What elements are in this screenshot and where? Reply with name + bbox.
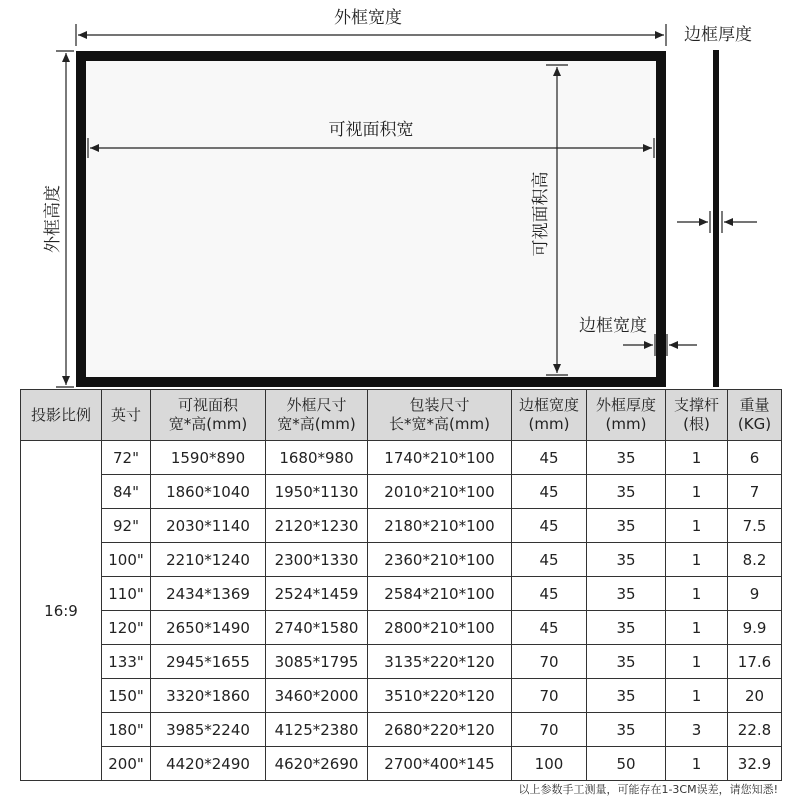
cell-poles: 1 <box>666 645 728 679</box>
outer-width-dimension <box>76 7 666 46</box>
cell-weight: 32.9 <box>728 747 782 781</box>
column-header-line1: 重量 <box>739 396 770 414</box>
cell-weight: 22.8 <box>728 713 782 747</box>
cell-outer: 2740*1580 <box>266 611 368 645</box>
cell-inch: 120" <box>102 611 151 645</box>
cell-pack: 2360*210*100 <box>368 543 512 577</box>
cell-thick: 35 <box>587 611 666 645</box>
column-header-line1: 外框厚度 <box>595 396 656 414</box>
cell-inch: 72" <box>102 441 151 475</box>
column-header-line1: 边框宽度 <box>518 396 579 414</box>
cell-outer: 3460*2000 <box>266 679 368 713</box>
cell-view: 1590*890 <box>151 441 266 475</box>
cell-outer: 1950*1130 <box>266 475 368 509</box>
column-header <box>266 390 368 441</box>
cell-border: 45 <box>512 509 587 543</box>
column-header <box>512 390 587 441</box>
screen-dimension-diagram <box>0 0 800 390</box>
column-header <box>587 390 666 441</box>
view-height-label: 可视面积高 <box>531 171 551 257</box>
cell-inch: 110" <box>102 577 151 611</box>
cell-pack: 3510*220*120 <box>368 679 512 713</box>
cell-border: 45 <box>512 611 587 645</box>
column-header-line2: 长*宽*高(mm) <box>389 415 490 433</box>
column-header <box>102 390 151 441</box>
column-header-line1: 英寸 <box>110 405 141 424</box>
spec-table-body <box>21 441 782 781</box>
column-header <box>368 390 512 441</box>
cell-poles: 1 <box>666 747 728 781</box>
column-header <box>151 390 266 441</box>
cell-inch: 133" <box>102 645 151 679</box>
frame-side-profile <box>677 24 757 387</box>
column-header <box>728 390 782 441</box>
aspect-ratio-cell: 16:9 <box>21 441 102 781</box>
outer-height-dimension <box>42 51 74 387</box>
column-header-line1: 包装尺寸 <box>409 396 470 414</box>
cell-weight: 8.2 <box>728 543 782 577</box>
cell-border: 100 <box>512 747 587 781</box>
outer-height-label: 外框高度 <box>43 185 63 253</box>
table-row <box>21 713 782 747</box>
spec-table-header <box>21 390 782 441</box>
cell-view: 2434*1369 <box>151 577 266 611</box>
cell-weight: 7 <box>728 475 782 509</box>
cell-pack: 2584*210*100 <box>368 577 512 611</box>
cell-border: 45 <box>512 543 587 577</box>
cell-thick: 35 <box>587 441 666 475</box>
cell-view: 2030*1140 <box>151 509 266 543</box>
view-width-label: 可视面积宽 <box>328 120 414 140</box>
table-row <box>21 611 782 645</box>
cell-outer: 2300*1330 <box>266 543 368 577</box>
cell-poles: 1 <box>666 441 728 475</box>
cell-thick: 35 <box>587 509 666 543</box>
cell-weight: 6 <box>728 441 782 475</box>
cell-inch: 150" <box>102 679 151 713</box>
cell-border: 70 <box>512 645 587 679</box>
cell-view: 1860*1040 <box>151 475 266 509</box>
outer-width-label: 外框宽度 <box>334 8 402 28</box>
table-row <box>21 747 782 781</box>
screen-frame <box>81 56 661 382</box>
cell-view: 2945*1655 <box>151 645 266 679</box>
column-header-line2: (根) <box>683 415 710 433</box>
column-header-line2: (mm) <box>528 415 570 433</box>
cell-outer: 3085*1795 <box>266 645 368 679</box>
cell-inch: 100" <box>102 543 151 577</box>
cell-border: 45 <box>512 441 587 475</box>
table-row <box>21 475 782 509</box>
table-row <box>21 543 782 577</box>
cell-thick: 35 <box>587 679 666 713</box>
cell-inch: 180" <box>102 713 151 747</box>
cell-pack: 2680*220*120 <box>368 713 512 747</box>
cell-view: 2210*1240 <box>151 543 266 577</box>
cell-thick: 35 <box>587 645 666 679</box>
cell-thick: 50 <box>587 747 666 781</box>
column-header-line2: 宽*高(mm) <box>277 415 356 433</box>
cell-poles: 1 <box>666 679 728 713</box>
cell-inch: 200" <box>102 747 151 781</box>
cell-outer: 2120*1230 <box>266 509 368 543</box>
column-header-line1: 支撑杆 <box>673 396 719 414</box>
table-row <box>21 441 782 475</box>
cell-border: 70 <box>512 713 587 747</box>
cell-outer: 1680*980 <box>266 441 368 475</box>
frame-side-bar <box>713 50 719 387</box>
cell-weight: 7.5 <box>728 509 782 543</box>
cell-outer: 4125*2380 <box>266 713 368 747</box>
cell-outer: 4620*2690 <box>266 747 368 781</box>
footnote: 以上参数手工测量，可能存在1-3CM误差，请您知悉! <box>518 783 778 796</box>
column-header <box>21 390 102 441</box>
cell-pack: 1740*210*100 <box>368 441 512 475</box>
cell-inch: 84" <box>102 475 151 509</box>
border-width-label: 边框宽度 <box>579 316 647 336</box>
cell-border: 45 <box>512 475 587 509</box>
cell-poles: 1 <box>666 509 728 543</box>
cell-border: 70 <box>512 679 587 713</box>
cell-inch: 92" <box>102 509 151 543</box>
cell-view: 2650*1490 <box>151 611 266 645</box>
frame-thickness-label: 边框厚度 <box>684 25 752 45</box>
cell-weight: 20 <box>728 679 782 713</box>
cell-poles: 1 <box>666 611 728 645</box>
cell-weight: 17.6 <box>728 645 782 679</box>
cell-pack: 2700*400*145 <box>368 747 512 781</box>
column-header-line2: 宽*高(mm) <box>168 415 248 433</box>
cell-weight: 9.9 <box>728 611 782 645</box>
table-row <box>21 577 782 611</box>
cell-poles: 3 <box>666 713 728 747</box>
cell-view: 3320*1860 <box>151 679 266 713</box>
cell-outer: 2524*1459 <box>266 577 368 611</box>
cell-view: 4420*2490 <box>151 747 266 781</box>
cell-view: 3985*2240 <box>151 713 266 747</box>
cell-poles: 1 <box>666 543 728 577</box>
column-header-line2: (mm) <box>605 415 647 433</box>
spec-table <box>20 389 782 781</box>
column-header-line1: 可视面积 <box>177 396 238 414</box>
cell-pack: 2800*210*100 <box>368 611 512 645</box>
cell-poles: 1 <box>666 475 728 509</box>
cell-border: 45 <box>512 577 587 611</box>
cell-pack: 3135*220*120 <box>368 645 512 679</box>
cell-thick: 35 <box>587 577 666 611</box>
table-row <box>21 645 782 679</box>
cell-pack: 2010*210*100 <box>368 475 512 509</box>
table-row <box>21 679 782 713</box>
cell-poles: 1 <box>666 577 728 611</box>
column-header-line1: 外框尺寸 <box>286 396 347 414</box>
column-header <box>666 390 728 441</box>
cell-pack: 2180*210*100 <box>368 509 512 543</box>
column-header-line2: (KG) <box>737 415 772 433</box>
cell-thick: 35 <box>587 713 666 747</box>
cell-thick: 35 <box>587 475 666 509</box>
column-header-line1: 投影比例 <box>30 405 91 424</box>
cell-thick: 35 <box>587 543 666 577</box>
cell-weight: 9 <box>728 577 782 611</box>
table-row <box>21 509 782 543</box>
